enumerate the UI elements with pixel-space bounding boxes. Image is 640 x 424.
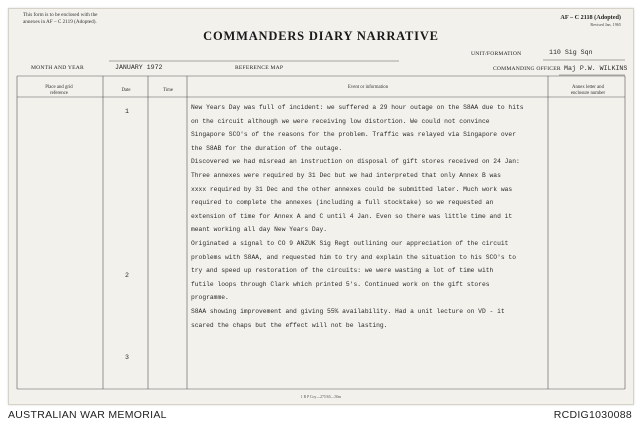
narrative-line: scared the chaps but the effect will not be lasting. xyxy=(191,321,388,329)
column-header-line: reference xyxy=(50,90,68,96)
form-id: AF – C 2118 (Adopted) xyxy=(560,14,621,21)
note-line: This form is to be enclosed with the xyxy=(23,12,98,18)
unit-value: 110 Sig Sqn xyxy=(549,49,593,56)
column-header-line: Annex letter and xyxy=(572,85,604,90)
column-header-annex xyxy=(549,85,627,97)
narrative-line: required to complete the annexes (including a full stocktake) so we requested an xyxy=(191,199,494,207)
column-header-line: Place and grid xyxy=(45,85,73,90)
archive-id: RCDIG1030088 xyxy=(553,409,632,421)
entry-date: 2 xyxy=(125,272,129,279)
page-title: COMMANDERS DIARY NARRATIVE xyxy=(203,29,439,43)
column-header-date: Date xyxy=(121,88,131,93)
narrative-line: New Years Day was full of incident: we suffered a 29 hour outage on the S8AA due to hits xyxy=(191,104,524,111)
column-header-line: enclosure number xyxy=(570,90,606,96)
enclosure-note xyxy=(23,12,97,25)
narrative-line: programme. xyxy=(191,294,229,302)
narrative-text xyxy=(191,101,547,332)
unit-label: UNIT/FORMATION xyxy=(471,51,522,57)
narrative-line: try and speed up restoration of the circuits: we were wasting a lot of time with xyxy=(191,267,494,275)
column-header-time: Time xyxy=(163,88,173,93)
archive-caption: AUSTRALIAN WAR MEMORIAL xyxy=(8,409,167,421)
entry-date: 3 xyxy=(125,354,129,361)
column-header-event: Event or information xyxy=(347,85,389,90)
narrative-line: futile loops through Clark which printed 5's. Continued work on the gift stores xyxy=(191,280,490,288)
narrative-line: Singapore SCO's of the reasons for the problem. Traffic was relayed via Singapore over xyxy=(191,131,516,139)
commanding-officer-value: Maj P.W. WILKINS xyxy=(564,65,628,72)
narrative-line: Discovered we had misread an instruction on disposal of gift stores received on 24 Jan: xyxy=(191,158,520,166)
narrative-line: the S8AB for the duration of the outage. xyxy=(191,144,343,152)
narrative-line: problems with S8AA, and requested him to try and explain the situation to his SCO's to xyxy=(191,253,516,261)
narrative-line: xxxx required by 31 Dec and the other annexes could be submitted later. Much work was xyxy=(191,185,513,193)
narrative-line: extension of time for Annex A and C until 4 Jan. Even so there was little time and it xyxy=(191,212,513,220)
note-line: annexes in AF – C 2119 (Adopted). xyxy=(23,18,97,25)
month-value: JANUARY 1972 xyxy=(115,64,163,71)
column-header-place xyxy=(21,85,97,97)
narrative-line: meant working all day New Years Day. xyxy=(191,226,328,234)
entry-date: 1 xyxy=(125,108,129,115)
month-label: MONTH AND YEAR xyxy=(31,65,84,71)
revised-date: Revised Jan, 1965 xyxy=(590,22,621,27)
narrative-line: Three annexes were required by 31 Dec but we had interpreted that only Annex B was xyxy=(191,171,501,179)
reference-map-label: REFERENCE MAP xyxy=(235,65,284,71)
commanding-officer-label: COMMANDING OFFICER xyxy=(493,66,561,72)
print-footer: 1 R P Coy—275/65—50m xyxy=(300,395,342,399)
narrative-line: on the circuit although we were receiving low distortion. We could not convince xyxy=(191,117,490,125)
narrative-line: Originated a signal to CO 9 ANZUK Sig Regt outlining our appreciation of the circuit xyxy=(191,239,509,247)
narrative-line: S8AA showing improvement and giving 55% availability. Had a unit lecture on VD - it xyxy=(191,307,505,315)
diary-sheet xyxy=(8,8,634,405)
